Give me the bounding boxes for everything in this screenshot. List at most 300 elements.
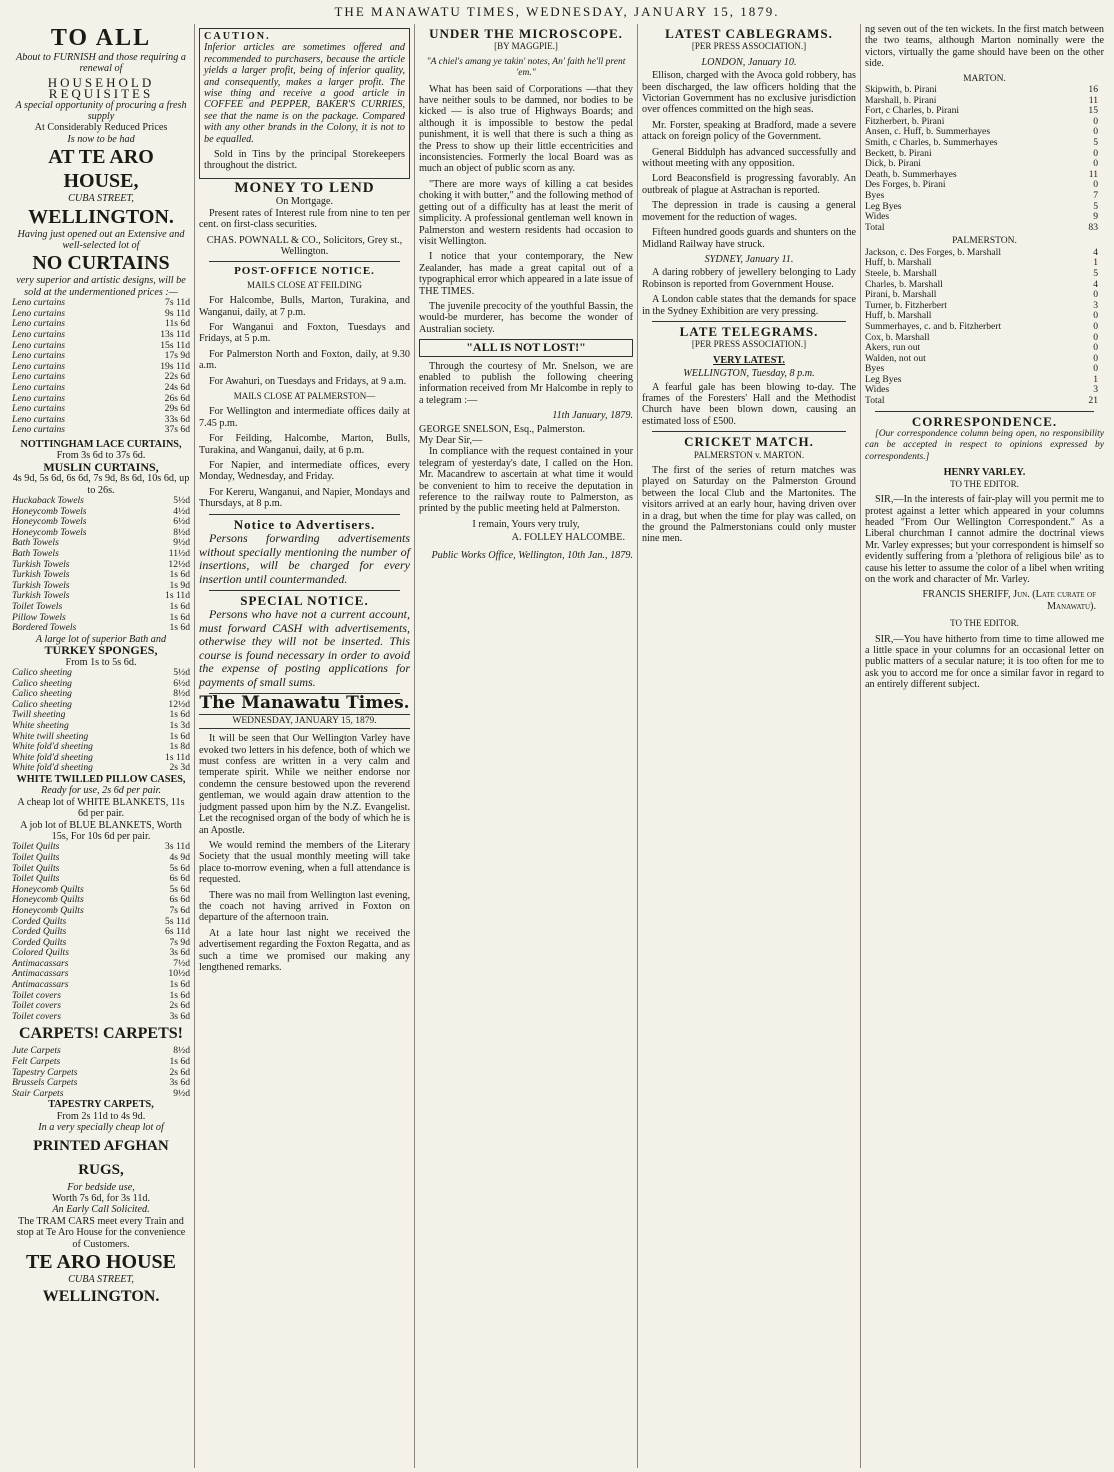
item-label: Turkish Towels [12, 590, 70, 602]
post-sub: MAILS CLOSE AT FEILDING [246, 279, 363, 290]
ad-footer-street: CUBA STREET, [68, 1274, 134, 1286]
item-value: 0 [1093, 310, 1098, 322]
post-list-palmerston [199, 406, 410, 509]
ad-tapestry-price: From 2s 11d to 4s 9d. [56, 1110, 146, 1122]
ad-line4: Is now to be had [67, 133, 135, 145]
late-sub: [PER PRESS ASSOCIATION.] [691, 339, 807, 350]
item-value: 1s 6d [169, 622, 190, 634]
item-label: Marshall, b. Pirani [865, 94, 937, 106]
item-value: 7s 6d [169, 904, 190, 916]
item-label: Toilet covers [12, 989, 61, 1001]
item-label: Brussels Carpets [12, 1077, 78, 1089]
item-label: Total [865, 221, 885, 233]
post-list [199, 295, 410, 387]
item-label: Honeycomb Quilts [12, 894, 84, 906]
editorial-paragraph: At a late hour last night we received the advertisement regarding the Foxton Regatta, and as such a time we promised our making any lengthened remarks. [199, 927, 410, 973]
ad-special: In a very specially cheap lot of [38, 1122, 164, 1134]
item-label: Leg Byes [865, 200, 902, 212]
ad-curtains-sub: very superior and artistic designs, will be sold at the undermentioned prices :— [16, 275, 186, 298]
paper-date: WEDNESDAY, JANUARY 15, 1879. [199, 714, 410, 729]
item-label: Toilet covers [12, 1000, 61, 1012]
item-value: 9½d [173, 537, 190, 549]
item-label: Honeycomb Towels [12, 516, 87, 528]
notice-text: Persons forwarding advertisements without specially mentioning the number of insertions, will be charged for every insertion until countermanded. [199, 531, 410, 586]
price-row [12, 763, 190, 774]
post-item: For Awahuri, on Tuesdays and Fridays, at 9 a.m. [209, 375, 407, 387]
item-label: Toilet Quilts [12, 862, 60, 874]
item-value: 1s 11d [165, 751, 190, 763]
cable-list [642, 70, 856, 250]
letter-close: I remain, Yours very truly, [472, 518, 580, 530]
item-label: Beckett, b. Pirani [865, 147, 932, 159]
item-label: Wides [865, 384, 890, 396]
item-value: 15 [1088, 105, 1098, 117]
item-value: 19s 11d [160, 360, 190, 372]
item-label: Calico sheeting [12, 677, 72, 689]
item-label: Toilet Quilts [12, 841, 60, 853]
very-latest: VERY LATEST. [713, 354, 785, 366]
price-row [12, 602, 190, 613]
money-text: Present rates of Interest rule from nine to ten per cent. on first-class securities. [199, 207, 410, 231]
item-value: 0 [1093, 289, 1098, 301]
divider [875, 411, 1094, 412]
post-item: For Halcombe, Bulls, Marton, Turakina, and Wanganui, daily, at 7 p.m. [199, 295, 410, 318]
item-value: 0 [1093, 115, 1098, 127]
item-value: 8½d [173, 1045, 190, 1057]
sydney-list [642, 267, 856, 317]
editorial-paragraph: There was no mail from Wellington last evening, the coach not having arrived in Foxton on departure of the afternoon train. [199, 889, 410, 924]
item-label: Huckaback Towels [12, 495, 84, 507]
item-value: 0 [1093, 158, 1098, 170]
cable-dateline: LONDON, January 10. [701, 56, 797, 68]
item-value: 6½d [173, 677, 190, 689]
item-value: 17s 9d [164, 350, 190, 362]
item-value: 1s 6d [169, 600, 190, 612]
item-value: 21 [1088, 395, 1098, 407]
item-value: 8½d [173, 688, 190, 700]
item-label: Toilet covers [12, 1010, 61, 1022]
lost-title: "ALL IS NOT LOST!" [419, 339, 633, 356]
price-row [12, 425, 190, 436]
item-label: Byes [865, 189, 885, 201]
carpet-price-list [12, 1046, 190, 1099]
corr-title: CORRESPONDENCE. [911, 413, 1058, 429]
late-title: LATE TELEGRAMS. [679, 323, 819, 339]
item-value: 1s 6d [169, 989, 190, 1001]
item-value: 4s 9d [169, 851, 190, 863]
item-value: 26s 6d [164, 392, 190, 404]
item-value: 1s 6d [169, 569, 190, 581]
item-label: Huff, b. Marshall [865, 310, 932, 322]
item-label: Walden, not out [865, 352, 926, 364]
cable-item: Mr. Forster, speaking at Bradford, made a severe attack on foreign policy of the Government. [642, 119, 856, 143]
ad-city: WELLINGTON. [28, 205, 174, 228]
item-value: 5s 11d [165, 915, 190, 927]
item-label: Toilet Quilts [12, 851, 60, 863]
ad-sponges-price: From 1s to 5s 6d. [65, 656, 137, 668]
item-label: Leno curtains [12, 403, 66, 415]
item-value: 5 [1093, 267, 1098, 279]
item-value: 6s 6d [169, 873, 190, 885]
item-label: Total [865, 395, 885, 407]
item-label: Honeycomb Quilts [12, 904, 84, 916]
item-value: 10½d [168, 968, 190, 980]
item-label: Antimacassars [12, 979, 69, 991]
item-value: 5 [1093, 137, 1098, 148]
curtain-price-list [12, 298, 190, 436]
cable-sub: [PER PRESS ASSOCIATION.] [691, 41, 807, 52]
ad-line1: About to FURNISH and those requiring a renewal of [16, 52, 186, 75]
sydney-dateline: SYDNEY, January 11. [704, 253, 794, 265]
caution-sold: Sold in Tins by the principal Storekeepers throughout the district. [204, 149, 405, 172]
item-label: Charles, b. Marshall [865, 278, 943, 290]
item-label: Wides [865, 211, 890, 223]
lost-text: Through the courtesy of Mr. Snelson, we are enabled to publish the following cheering information received from Mr Halcombe in reply to a telegram :— [419, 360, 633, 406]
item-label: Leno curtains [12, 424, 66, 436]
divider [652, 321, 846, 322]
item-value: 4½d [173, 505, 190, 517]
ad-intro: Having just opened out an Extensive and well-selected lot of [17, 228, 185, 252]
microscope-paragraph: "There are more ways of killing a cat besides choking it with butter," and the following method of getting out of a difficulty has at least the merit of simplicity. A professional gentleman well known in Palmerston and western residents had occasion to visit Wellington. [419, 178, 633, 247]
editor-heading: TO THE EDITOR. [950, 618, 1019, 629]
post-sub2: MAILS CLOSE AT PALMERSTON— [233, 390, 376, 401]
item-value: 1s 6d [169, 611, 190, 623]
item-label: Corded Quilts [12, 915, 67, 927]
item-value: 7s 9d [169, 936, 190, 948]
ad-footer-house: TE ARO HOUSE [25, 1251, 177, 1274]
item-label: Cox, b. Marshall [865, 331, 930, 343]
price-row [865, 180, 1104, 191]
item-label: Corded Quilts [12, 936, 67, 948]
item-label: Death, b. Summerhayes [865, 168, 957, 180]
ad-street: CUBA STREET, [68, 193, 134, 205]
cable-item: Ellison, charged with the Avoca gold robbery, has been discharged, the law officers holding that the Victorian Government has no exclusive jurisdiction over offences committed on the high seas. [642, 70, 856, 116]
item-value: 1s 11d [165, 590, 190, 602]
item-value: 0 [1093, 352, 1098, 364]
item-label: Toilet Towels [12, 600, 63, 612]
column-notices [194, 24, 414, 1468]
item-label: Skipwith, b. Pirani [865, 84, 937, 96]
editorial-body [199, 733, 410, 973]
item-value: 2s 6d [169, 1066, 190, 1078]
ad-early: An Early Call Solicited. [52, 1204, 150, 1216]
item-label: Summerhayes, c. and b. Fitzherbert [865, 320, 1002, 332]
price-row [12, 1012, 190, 1023]
column-microscope [414, 24, 637, 1468]
microscope-byline: [BY MAGGPIE.] [494, 41, 558, 52]
item-label: Bath Towels [12, 548, 59, 559]
item-value: 15s 11d [160, 339, 190, 351]
letter-body: In compliance with the request contained in your telegram of yesterday's date, I called on the Hon. Mr. Macandrew to ascertain at what time it would be convenient to him to receive the deputation in reference to the railway route to Palmerston, as printed by the public meeting held at Palmerston. [419, 446, 633, 515]
item-value: 0 [1093, 147, 1098, 159]
item-label: Honeycomb Towels [12, 526, 87, 538]
item-label: Tapestry Carpets [12, 1066, 78, 1078]
cricket-title: CRICKET MATCH. [684, 434, 814, 450]
item-label: Des Forges, b. Pirani [865, 179, 946, 191]
cable-item: The depression in trade is causing a general movement for the reduction of wages. [642, 200, 856, 223]
ad-pillow: WHITE TWILLED PILLOW CASES, [16, 773, 186, 785]
cricket-text: The first of the series of return matches was played on Saturday on the Palmerston Ground between the local Club and the Martonites. The visitors arrived at an early hour, having driven over in a drag, but when the time for play was called, on the ground the Palmerstonians could only muster nine men. [642, 465, 856, 545]
item-label: Steele, b. Marshall [865, 267, 937, 279]
corr-note: [Our correspondence column being open, no responsibility can be accepted in respect to opinions expressed by correspondents.] [865, 429, 1104, 462]
ad-line2: A special opportunity of procuring a fresh supply [15, 99, 187, 123]
item-value: 8½d [173, 526, 190, 538]
cable-title: LATEST CABLEGRAMS. [665, 26, 833, 41]
ad-rugs-title: PRINTED AFGHAN RUGS, [33, 1137, 169, 1178]
item-label: Honeycomb Towels [12, 505, 87, 517]
item-label: Ansen, c. Huff, b. Summerhayes [865, 126, 991, 138]
item-value: 4 [1093, 246, 1098, 258]
item-value: 7s 11d [165, 297, 190, 309]
price-row [865, 322, 1104, 333]
letter-date: 11th January, 1879. [552, 410, 633, 422]
item-value: 1s 6d [169, 1056, 190, 1068]
item-label: Honeycomb Quilts [12, 883, 84, 895]
price-row [12, 668, 190, 679]
caution-notice [199, 28, 410, 179]
marton-scorecard [865, 85, 1104, 233]
post-item: For Napier, and intermediate offices, every Monday, Wednesday, and Friday. [199, 460, 410, 483]
item-value: 83 [1088, 221, 1098, 233]
column-correspondence [860, 24, 1108, 1468]
item-value: 5½d [173, 666, 190, 678]
item-label: Turkish Towels [12, 569, 70, 581]
office-line: Public Works Office, Wellington, 10th Jan., 1879. [431, 549, 633, 561]
item-label: Pillow Towels [12, 611, 66, 623]
microscope-paragraph: What has been said of Corporations —that they have neither souls to be damned, nor bodies to be kicked — is also true of Highways Boards; and although it is impossible to bestow the pedal punishment, it is well that there is such a thing as the Press to show up their little eccentricities and inconsistencies. Formerly the local Board was as much an object of public scorn as any. [419, 83, 633, 175]
ad-pillow-price: Ready for use, 2s 6d per pair. [41, 785, 161, 797]
item-value: 9s 11d [165, 307, 190, 319]
item-value: 12½d [168, 698, 190, 710]
item-value: 0 [1093, 331, 1098, 343]
item-value: 7 [1093, 189, 1098, 201]
item-label: Leno curtains [12, 318, 66, 330]
item-value: 0 [1093, 320, 1098, 332]
price-row [865, 212, 1104, 223]
item-value: 12½d [168, 558, 190, 570]
ad-nottingham-price: From 3s 6d to 37s 6d. [56, 450, 146, 462]
item-label: Leno curtains [12, 360, 66, 372]
item-value: 13s 11d [160, 329, 190, 341]
divider [209, 514, 400, 515]
item-label: Leno curtains [12, 371, 66, 383]
post-item: For Feilding, Halcombe, Marton, Bulls, Turakina, and Wanganui, daily, at 6 p.m. [199, 433, 410, 456]
post-item: For Wanganui and Foxton, Tuesdays and Fridays, at 5 p.m. [199, 321, 410, 345]
item-label: White sheeting [12, 719, 69, 731]
item-label: Calico sheeting [12, 666, 72, 678]
item-label: Leno curtains [12, 339, 66, 351]
ad-muslin: MUSLIN CURTAINS, [43, 459, 159, 474]
item-value: 5s 6d [169, 883, 190, 895]
ad-title: TO ALL [50, 25, 152, 51]
item-value: 1s 8d [169, 741, 190, 753]
item-value: 1s 6d [169, 979, 190, 991]
item-value: 5½d [173, 495, 190, 507]
item-value: 5s 6d [169, 862, 190, 874]
cable-item: General Biddulph has advanced successfully and without meeting with any opposition. [642, 146, 856, 170]
microscope-paragraph: The juvenile precocity of the youthful Bassin, the would-be murderer, has become the wonder of Australian society. [419, 300, 633, 335]
item-value: 11½d [168, 548, 190, 559]
ad-footer-city: WELLINGTON. [42, 1288, 160, 1306]
item-label: Antimacassars [12, 968, 69, 980]
cable-item: Fifteen hundred goods guards and shunters on the Midland Railway have struck. [642, 227, 856, 250]
item-value: 7½d [173, 957, 190, 969]
paper-title: The Manawatu Times. [199, 693, 410, 714]
price-row [12, 1089, 190, 1100]
quilt-price-list [12, 842, 190, 1022]
item-value: 0 [1093, 179, 1098, 191]
item-label: Fort, c Charles, b. Pirani [865, 105, 960, 117]
signature-1: FRANCIS SHERIFF, Jun. (Late curate of Manawatu). [922, 589, 1096, 612]
item-value: 1s 6d [169, 730, 190, 742]
microscope-body [419, 84, 633, 336]
ad-carpets: CARPETS! CARPETS! [18, 1025, 183, 1043]
editorial-paragraph: We would remind the members of the Literary Society that the usual monthly meeting will take place to-morrow evening, when a full attendance is requested. [199, 839, 410, 886]
item-label: Corded Quilts [12, 926, 67, 938]
cable-item: A London cable states that the demands for space in the Sydney Exhibition are very pressing. [642, 294, 856, 317]
item-label: Felt Carpets [12, 1056, 61, 1068]
ad-house: AT TE ARO HOUSE, [48, 146, 154, 193]
ad-bath-note: A large lot of superior Bath and [35, 633, 167, 645]
item-label: Leno curtains [12, 392, 66, 404]
post-item: For Kereru, Wanganui, and Napier, Mondays and Thursdays, at 8 p.m. [199, 486, 410, 510]
item-value: 1s 9d [169, 579, 190, 591]
item-label: White fold'd sheeting [12, 741, 93, 753]
price-row [12, 853, 190, 864]
item-value: 9½d [173, 1087, 190, 1099]
divider [652, 431, 846, 432]
price-row [865, 269, 1104, 280]
cricket-lead: ng seven out of the ten wickets. In the first match between the two teams, although Marton nominally were the victors, virtually the game should have been on the other side. [865, 24, 1104, 70]
item-value: 0 [1093, 126, 1098, 138]
item-label: Turkish Towels [12, 579, 70, 591]
notice-title: Notice to Advertisers. [233, 516, 376, 532]
item-label: Stair Carpets [12, 1087, 64, 1099]
cricket-sub: PALMERSTON v. MARTON. [693, 449, 805, 460]
microscope-epigraph: "A chiel's amang ye takin' notes, An' faith he'll prent 'em." [426, 56, 626, 79]
ad-tram: The TRAM CARS meet every Train and stop at Te Aro House for the convenience of Customers. [16, 1215, 186, 1250]
cable-item: Lord Beaconsfield is progressing favorably. An outbreak of plague at Astrachan is reported. [642, 173, 856, 196]
item-value: 3 [1093, 299, 1098, 311]
divider [209, 590, 400, 591]
caution-text: Inferior articles are sometimes offered and recommended to purchasers, because the article yields a larger profit, being of inferior quality, and consequently, makes a larger profit. The wise thing and receive a good article in COFFEE and PEPPER, BAKER'S CURRIES, see that the name is on the package. Compared with any other brands in the Colony, it is not to be equalled. [204, 42, 405, 145]
microscope-paragraph: I notice that your contemporary, the New Zealander, has made a great capital out of a typographical error which appeared in a late issue of THE TIMES. [419, 251, 633, 297]
ad-line3: At Considerably Reduced Prices [34, 122, 168, 134]
price-row [12, 549, 190, 560]
item-label: White fold'd sheeting [12, 751, 93, 763]
letter-to: GEORGE SNELSON, Esq., Palmerston. [419, 423, 586, 435]
item-label: Antimacassars [12, 957, 69, 969]
item-value: 6s 6d [169, 894, 190, 906]
towel-price-list [12, 496, 190, 634]
item-label: Leno curtains [12, 413, 66, 425]
column-cablegrams [637, 24, 860, 1468]
price-row [12, 906, 190, 917]
marton-title: MARTON. [963, 73, 1006, 84]
divider [209, 261, 400, 262]
item-value: 0 [1093, 363, 1098, 375]
ad-blue: A job lot of BLUE BLANKETS, Worth 15s, For 10s 6d per pair. [20, 819, 182, 842]
special-title: SPECIAL NOTICE. [240, 593, 369, 609]
letter-salutation: My Dear Sir,— [419, 435, 483, 446]
item-value: 5 [1093, 200, 1098, 212]
item-value: 2s 6d [169, 1000, 190, 1012]
ad-nottingham: NOTTINGHAM LACE CURTAINS, [20, 439, 182, 450]
item-label: Bordered Towels [12, 622, 77, 634]
varley-title: HENRY VARLEY. [943, 467, 1026, 479]
newspaper-columns [8, 24, 1108, 1468]
ad-blankets: A cheap lot of WHITE BLANKETS, 11s 6d per pair. [17, 796, 185, 820]
editor-heading: TO THE EDITOR. [950, 478, 1019, 489]
item-label: Colored Quilts [12, 947, 69, 959]
money-title: MONEY TO LEND [234, 179, 375, 196]
cable-item: A daring robbery of jewellery belonging to Lady Robinson is reported from Government House. [642, 267, 856, 290]
price-row [865, 396, 1104, 407]
item-label: Smith, c Charles, b. Summerhayes [865, 137, 998, 148]
price-row [12, 721, 190, 732]
item-value: 1 [1093, 257, 1098, 269]
palmerston-title: PALMERSTON. [952, 236, 1017, 247]
late-text: A fearful gale has been blowing to-day. The frames of the Foresters' Hall and the Methodist Church have been blown down, causing an estimated loss of £500. [642, 381, 856, 427]
item-label: Bath Towels [12, 537, 59, 549]
ad-rugs-sub: For bedside use, [67, 1181, 135, 1193]
price-row [865, 385, 1104, 396]
price-row [865, 138, 1104, 149]
item-value: 2s 3d [169, 762, 190, 774]
item-value: 3s 11d [165, 841, 190, 853]
price-row [865, 191, 1104, 202]
item-label: Byes [865, 363, 885, 375]
item-label: White fold'd sheeting [12, 762, 93, 774]
item-value: 1 [1093, 373, 1098, 385]
letter-signature: A. FOLLEY HALCOMBE. [511, 532, 625, 544]
item-value: 3 [1093, 384, 1098, 396]
item-label: White twill sheeting [12, 730, 89, 742]
money-firm: CHAS. POWNALL & CO., Solicitors, Grey st., Wellington. [206, 234, 403, 257]
price-row [865, 202, 1104, 213]
ad-tapestry: TAPESTRY CARPETS, [48, 1099, 154, 1111]
microscope-title: UNDER THE MICROSCOPE. [429, 26, 623, 41]
item-label: Leno curtains [12, 297, 66, 309]
masthead: THE MANAWATU TIMES, WEDNESDAY, JANUARY 15, 1879. [334, 4, 780, 19]
item-label: Huff, b. Marshall [865, 257, 932, 269]
item-value: 3s 6d [169, 1077, 190, 1089]
item-value: 3s 6d [169, 1010, 190, 1022]
caution-label: CAUTION. [204, 31, 271, 42]
item-value: 1s 3d [169, 719, 190, 731]
item-value: 1s 6d [169, 709, 190, 721]
item-label: Leno curtains [12, 382, 66, 394]
post-item: For Wellington and intermediate offices daily at 7.45 p.m. [199, 406, 410, 429]
letter-1: SIR,—In the interests of fair-play will you permit me to protest against a letter which appeared in your columns headed "From Our Wellington Correspondent." As a Liberal churchman I cannot admire the doctrinal views Mr. Varley expresses; but your correspondent is himself so evidently suffering from a 'plethora of religious bile' as to cause his letter to assume the color of a libel when writing on the work and character of Mr. Varley. [865, 494, 1104, 585]
item-value: 11 [1088, 94, 1098, 106]
item-value: 29s 6d [164, 403, 190, 415]
late-dateline: WELLINGTON, Tuesday, 8 p.m. [683, 368, 815, 380]
item-value: 9 [1093, 211, 1098, 223]
item-value: 24s 6d [164, 382, 190, 394]
letter-2: SIR,—You have hitherto from time to time allowed me a little space in your columns for an occasional letter on public matters of a secular nature; it is too often for me to ask you to accord me for once a similar favor in regard to an entirely different subject. [865, 633, 1104, 691]
item-label: Twill sheeting [12, 709, 66, 721]
money-sub: On Mortgage. [275, 196, 334, 208]
ad-household: HOUSEHOLD REQUISITES [47, 74, 155, 102]
item-value: 16 [1088, 84, 1098, 96]
item-value: 4 [1093, 278, 1098, 290]
post-title: POST-OFFICE NOTICE. [234, 265, 375, 278]
item-label: Leg Byes [865, 373, 902, 385]
item-value: 0 [1093, 342, 1098, 354]
item-label: Akers, run out [865, 342, 921, 354]
price-row [865, 354, 1104, 365]
